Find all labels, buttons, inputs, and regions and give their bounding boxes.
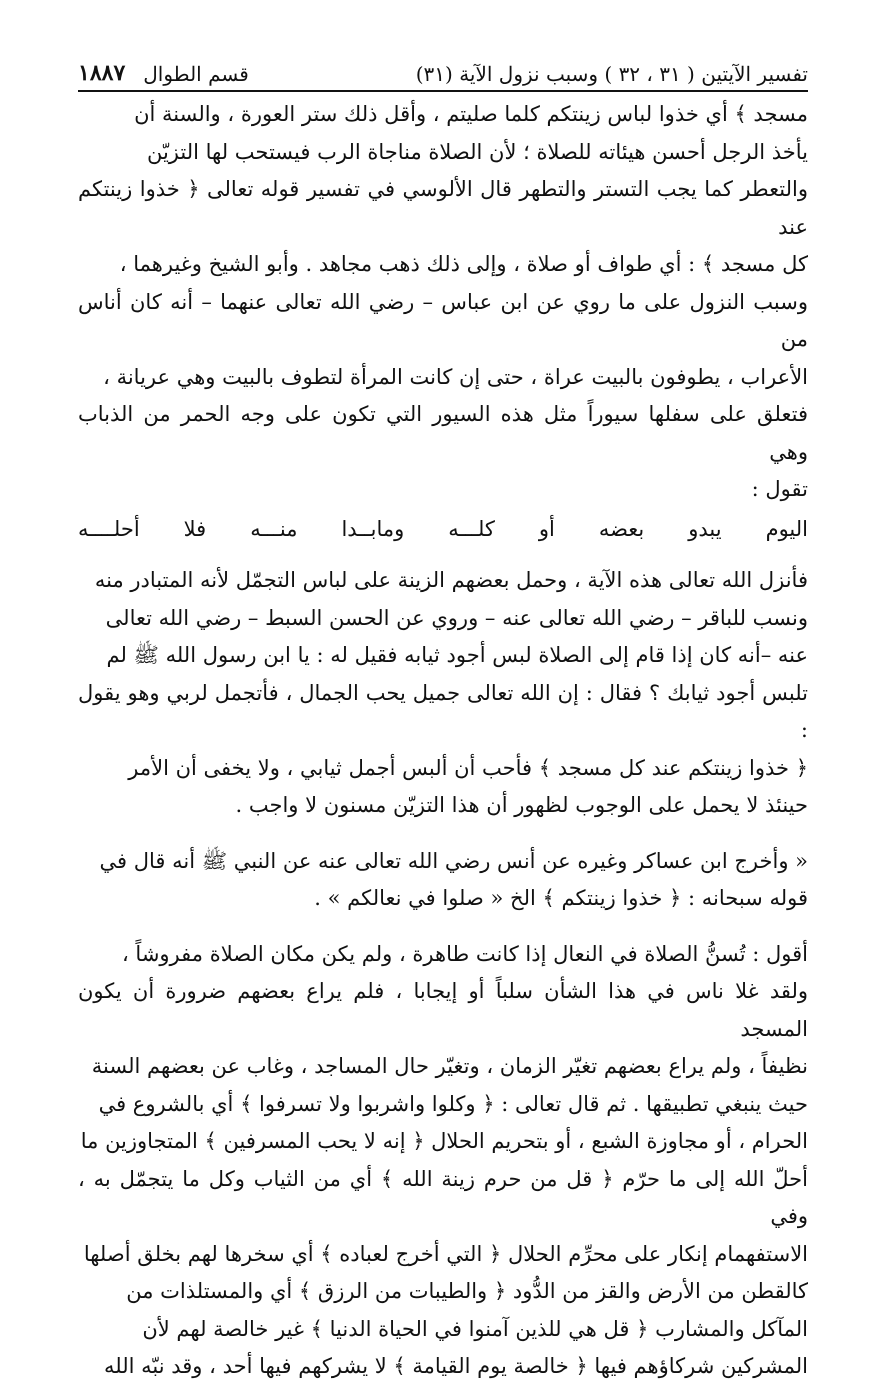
page-number: ١٨٨٧	[78, 60, 126, 86]
running-title: تفسير الآيتين ( ٣١ ، ٣٢ ) وسبب نزول الآية (٣١)	[415, 62, 808, 86]
verse-word: منـــه	[250, 516, 298, 541]
text-line: عنه –أنه كان إذا قام إلى الصلاة لبس أجود ثيابه فقيل له : يا ابن رسول الله ﷺ لم	[106, 643, 808, 667]
verse-word: أو	[538, 516, 555, 541]
text-line: أقول : تُسنُّ الصلاة في النعال إذا كانت طاهرة ، ولم يكن مكان الصلاة مفروشاً ،	[121, 941, 808, 966]
text-line: نظيفاً ، ولم يراع بعضهم تغيّر الزمان ، وتغيّر حال المساجد ، وغاب عن بعضهم السنة	[91, 1054, 808, 1078]
text-line: تقول :	[751, 477, 808, 501]
page-header	[78, 52, 808, 86]
verse-word: أحلــــه	[78, 516, 140, 541]
text-line: كالقطن من الأرض والقز من الدُّود ﴿ والطيبات من الرزق ﴾ أي والمستلذات من	[126, 1279, 808, 1303]
text-line: وسبب النزول على ما روي عن ابن عباس – رضي الله تعالى عنهما – أنه كان أناس من	[78, 289, 808, 351]
paragraph-2	[78, 562, 808, 825]
text-line: حيث ينبغي تطبيقها . ثم قال تعالى : ﴿ وكلوا واشربوا ولا تسرفوا ﴾ أي بالشروع في	[98, 1091, 808, 1116]
text-line: تلبس أجود ثيابك ؟ فقال : إن الله تعالى جميل يحب الجمال ، فأتجمل لربي وهو يقول :	[78, 680, 808, 742]
paragraph-3	[78, 843, 808, 918]
text-line: فتعلق على سفلها سيوراً مثل هذه السيور التي تكون على وجه الحمر من الذباب وهي	[78, 402, 809, 464]
text-line: المآكل والمشارب ﴿ قل هي للذين آمنوا في الحياة الدنيا ﴾ غير خالصة لهم لأن	[142, 1316, 808, 1341]
verse-word: يبدو	[688, 516, 722, 541]
text-line: والتعطر كما يجب التستر والتطهر قال الألوسي في تفسير قوله تعالى ﴿ خذوا زينتكم عند	[78, 177, 808, 239]
text-line: الاستفهمام إنكار على محرِّم الحلال ﴿ التي أخرج لعباده ﴾ أي سخرها لهم بخلق أصلها	[83, 1241, 808, 1266]
text-line: المشركين شركاؤهم فيها ﴿ خالصة يوم القيامة ﴾ لا يشركهم فيها أحد ، وقد نبّه الله	[104, 1354, 808, 1378]
text-line: ﴿ خذوا زينتكم عند كل مسجد ﴾ فأحب أن ألبس أجمل ثيابي ، ولا يخفى أن الأمر	[128, 755, 808, 780]
poetry-verse	[78, 511, 808, 549]
text-line: الحرام ، أو مجاوزة الشبع ، أو بتحريم الحلال ﴿ إنه لا يحب المسرفين ﴾ المتجاوزين ما	[80, 1129, 808, 1153]
paragraph-4	[78, 936, 808, 1386]
paragraph-1	[78, 96, 808, 509]
text-line: كل مسجد ﴾ : أي طواف أو صلاة ، وإلى ذلك ذهب مجاهد . وأبو الشيخ وغيرهما ،	[119, 252, 808, 276]
verse-word: فلا	[183, 516, 207, 541]
text-line: « وأخرج ابن عساكر وغيره عن أنس رضي الله تعالى عنه عن النبي ﷺ أنه قال في	[99, 848, 808, 873]
verse-word: ومابــدا	[341, 516, 405, 541]
verse-word: اليوم	[765, 516, 808, 541]
section-title: قسم الطوال	[143, 62, 249, 86]
verse-word: كلـــه	[448, 516, 495, 541]
text-line: حينئذ لا يحمل على الوجوب لظهور أن هذا التزيّن مسنون لا واجب .	[235, 793, 808, 817]
text-line: قوله سبحانه : ﴿ خذوا زينتكم ﴾ الخ « صلوا في نعالكم » .	[314, 886, 808, 910]
text-line: يأخذ الرجل أحسن هيئاته للصلاة ؛ لأن الصلاة مناجاة الرب فيستحب لها التزيّن	[146, 139, 808, 164]
text-line: ولقد غلا ناس في هذا الشأن سلباً أو إيجابا ، فلم يراع بعضهم ضرورة أن يكون المسجد	[78, 979, 808, 1041]
text-line: مسجد ﴾ أي خذوا لباس زينتكم كلما صليتم ، وأقل ذلك ستر العورة ، والسنة أن	[134, 102, 808, 126]
header-left-group	[78, 60, 249, 86]
text-line: فأنزل الله تعالى هذه الآية ، وحمل بعضهم الزينة على لباس التجمّل لأنه المتبادر منه	[94, 568, 808, 592]
header-rule	[78, 90, 808, 92]
text-line: ونسب للباقر – رضي الله تعالى عنه – وروي عن الحسن السبط – رضي الله تعالى	[105, 605, 808, 630]
text-line: أحلّ الله إلى ما حرّم ﴿ قل من حرم زينة الله ﴾ أي من الثياب وكل ما يتجمّل به ، وفي	[78, 1166, 808, 1228]
verse-word: بعضه	[598, 516, 645, 541]
page-body	[78, 96, 808, 1386]
text-line: الأعراب ، يطوفون بالبيت عراة ، حتى إن كانت المرأة لتطوف بالبيت وهي عريانة ،	[103, 364, 808, 389]
